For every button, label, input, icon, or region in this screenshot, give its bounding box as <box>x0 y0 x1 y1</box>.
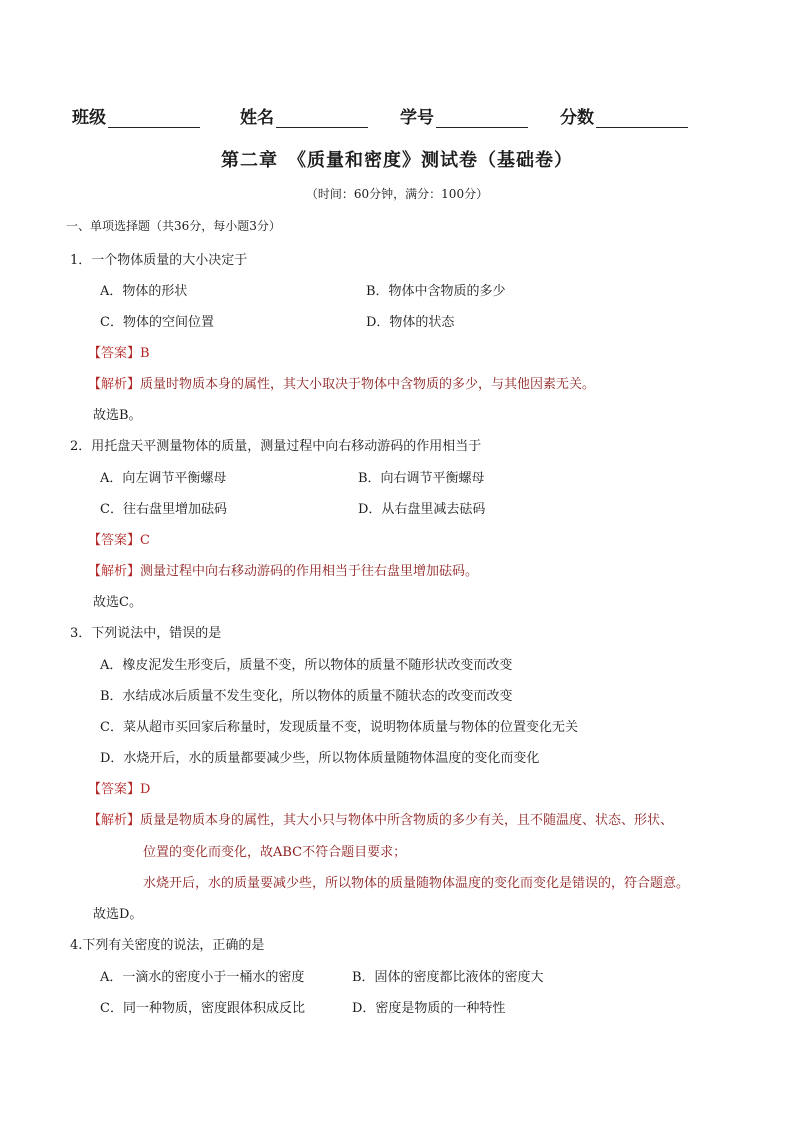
q1-explanation-label: 【解析】 <box>88 377 141 392</box>
q2-answer-value: C <box>140 533 150 548</box>
score-field <box>560 103 688 128</box>
q3-answer <box>88 778 150 797</box>
q3-explanation-label: 【解析】 <box>88 813 141 828</box>
q2-explanation-text: 测量过程中向右移动游码的作用相当于往右盘里增加砝码。 <box>140 564 479 579</box>
q3-explanation <box>88 809 673 828</box>
class-field <box>72 103 200 128</box>
q2-answer-label: 【答案】 <box>88 533 141 548</box>
name-label: 姓名 <box>240 108 274 128</box>
q1-conclusion: 故选B。 <box>93 408 142 423</box>
q1-answer-label: 【答案】 <box>88 346 141 361</box>
q2-option-c: C．往右盘里增加砝码 <box>100 502 227 517</box>
question-3-stem: 3．下列说法中，错误的是 <box>70 626 222 641</box>
q3-option-a: A．橡皮泥发生形变后，质量不变，所以物体的质量不随形状改变而改变 <box>100 658 513 673</box>
q2-option-d: D．从右盘里减去砝码 <box>358 502 486 517</box>
q2-option-b: B．向右调节平衡螺母 <box>358 471 485 486</box>
score-label: 分数 <box>560 108 594 128</box>
name-blank <box>276 109 368 128</box>
q1-explanation-text: 质量时物质本身的属性，其大小取决于物体中含物质的多少，与其他因素无关。 <box>140 377 596 392</box>
q2-answer <box>88 529 150 548</box>
q3-option-b: B．水结成冰后质量不发生变化，所以物体的质量不随状态的改变而改变 <box>100 689 513 704</box>
q2-explanation <box>88 560 478 579</box>
q4-option-a: A．一滴水的密度小于一桶水的密度 <box>100 970 305 985</box>
section-heading: 一、单项选择题（共36分，每小题3分） <box>66 219 281 233</box>
q3-explanation-text-1: 质量是物质本身的属性，其大小只与物体中所含物质的多少有关，且不随温度、状态、形状、 <box>140 813 674 828</box>
score-blank <box>596 109 688 128</box>
class-blank <box>108 109 200 128</box>
q2-conclusion: 故选C。 <box>93 595 142 610</box>
q1-answer <box>88 342 150 361</box>
q4-option-b: B．固体的密度都比液体的密度大 <box>352 970 544 985</box>
q1-explanation <box>88 373 595 392</box>
q3-explanation-text-2: 位置的变化而变化，故ABC不符合题目要求； <box>143 845 407 860</box>
q3-answer-value: D <box>140 782 151 797</box>
question-4-stem: 4.下列有关密度的说法，正确的是 <box>70 938 265 953</box>
q1-option-b: B．物体中含物质的多少 <box>366 284 506 299</box>
q3-answer-label: 【答案】 <box>88 782 141 797</box>
q3-option-c: C．菜从超市买回家后称量时，发现质量不变，说明物体质量与物体的位置变化无关 <box>100 720 578 735</box>
q1-option-a: A．物体的形状 <box>100 284 188 299</box>
id-field <box>400 103 528 128</box>
question-1-stem: 1．一个物体质量的大小决定于 <box>70 253 248 268</box>
q4-option-c: C．同一种物质，密度跟体积成反比 <box>100 1001 305 1016</box>
q3-conclusion: 故选D。 <box>93 907 143 922</box>
q3-explanation-text-3: 水烧开后，水的质量要减少些，所以物体的质量随物体温度的变化而变化是错误的，符合题意。 <box>143 876 690 891</box>
q1-answer-value: B <box>140 346 150 361</box>
q3-option-d: D．水烧开后，水的质量都要减少些，所以物体质量随物体温度的变化而变化 <box>100 751 540 766</box>
page-subtitle: （时间：60分钟，满分：100分） <box>305 187 489 201</box>
q2-explanation-label: 【解析】 <box>88 564 141 579</box>
q1-option-d: D．物体的状态 <box>366 315 455 330</box>
page-title: 第二章 《质量和密度》测试卷（基础卷） <box>221 150 573 171</box>
question-2-stem: 2．用托盘天平测量物体的质量，测量过程中向右移动游码的作用相当于 <box>70 439 482 454</box>
q2-option-a: A．向左调节平衡螺母 <box>100 471 227 486</box>
class-label: 班级 <box>72 108 106 128</box>
q1-option-c: C．物体的空间位置 <box>100 315 214 330</box>
id-blank <box>436 109 528 128</box>
id-label: 学号 <box>400 108 434 128</box>
q4-option-d: D．密度是物质的一种特性 <box>352 1001 506 1016</box>
name-field <box>240 103 368 128</box>
